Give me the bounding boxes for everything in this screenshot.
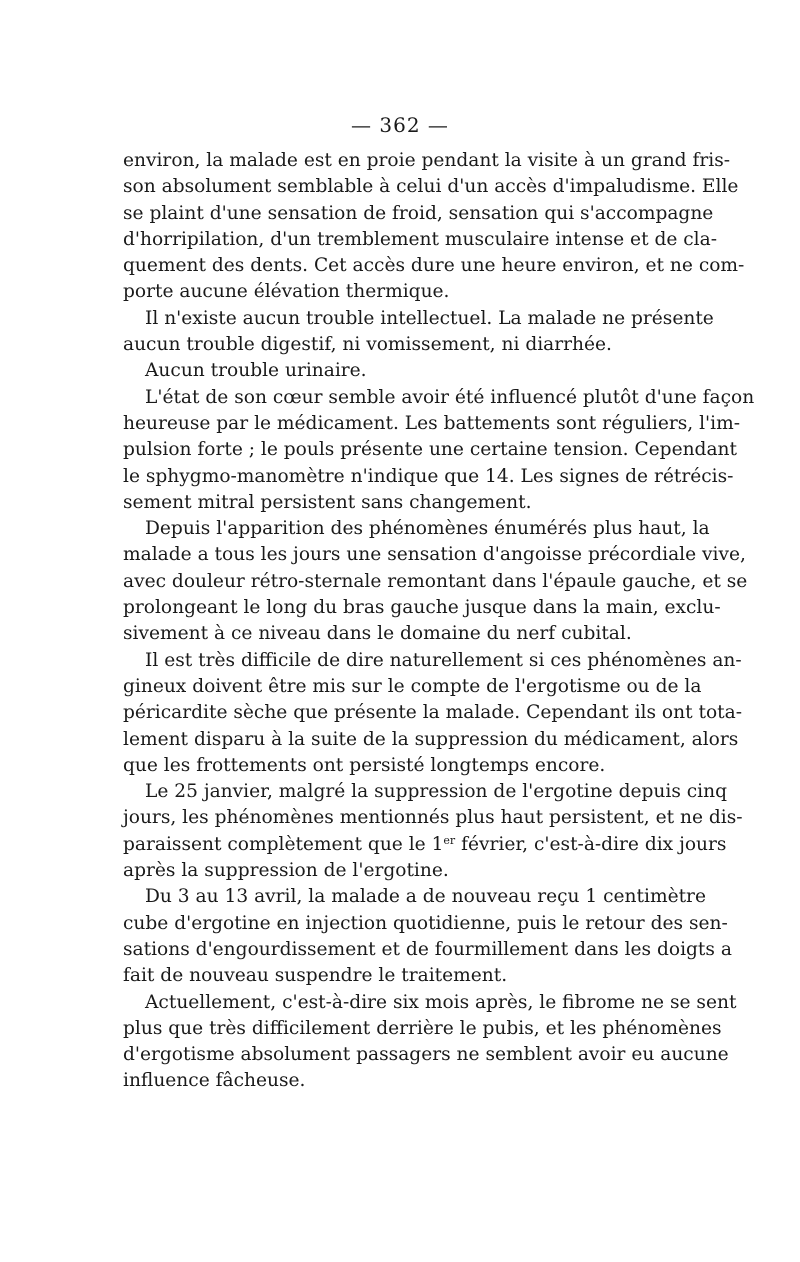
text-line: pulsion forte ; le pouls présente une certaine tension. Cependant — [123, 439, 737, 461]
text-line: L'état de son cœur semble avoir été influencé plutôt d'une façon — [145, 386, 755, 408]
text-line: avec douleur rétro-sternale remontant dans l'épaule gauche, et se — [123, 570, 748, 592]
text-line: Le 25 janvier, malgré la suppression de l'ergotine depuis cinq — [145, 781, 728, 803]
text-line: porte aucune élévation thermique. — [123, 281, 450, 303]
text-line: son absolument semblable à celui d'un accès d'impaludisme. Elle — [123, 176, 739, 198]
text-line: le sphygmo-manomètre n'indique que 14. Les signes de rétrécis- — [123, 465, 734, 487]
text-line: fait de nouveau suspendre le traitement. — [123, 965, 508, 987]
text-line: quement des dents. Cet accès dure une heure environ, et ne com- — [123, 255, 745, 277]
text-line: prolongeant le long du bras gauche jusque dans la main, exclu- — [123, 597, 721, 619]
body-text — [123, 148, 755, 1095]
superscript: er — [443, 833, 456, 847]
text-line: heureuse par le médicament. Les battements sont réguliers, l'im- — [123, 412, 741, 434]
text-line: Il est très difficile de dire naturellement si ces phénomènes an- — [145, 649, 742, 671]
text-line: plus que très difficilement derrière le pubis, et les phénomènes — [123, 1017, 722, 1039]
text-line: Actuellement, c'est-à-dire six mois après, le fibrome ne se sent — [145, 991, 737, 1013]
text-line: péricardite sèche que présente la malade. Cependant ils ont tota- — [123, 702, 742, 724]
text-line: se plaint d'une sensation de froid, sensation qui s'accompagne — [123, 202, 714, 224]
text-line: après la suppression de l'ergotine. — [123, 860, 449, 882]
text-line: gineux doivent être mis sur le compte de l'ergotisme ou de la — [123, 675, 702, 697]
text-line: Du 3 au 13 avril, la malade a de nouveau reçu 1 centimètre — [145, 886, 706, 908]
page-number: — 362 — — [351, 113, 449, 137]
text-line: influence fâcheuse. — [123, 1070, 306, 1092]
text-line: cube d'ergotine en injection quotidienne, puis le retour des sen- — [123, 912, 728, 934]
text-line: malade a tous les jours une sensation d'angoisse précordiale vive, — [123, 544, 746, 566]
text-line: Il n'existe aucun trouble intellectuel. La malade ne présente — [145, 307, 714, 329]
text-line — [123, 832, 727, 858]
text-line: environ, la malade est en proie pendant la visite à un grand fris- — [123, 150, 731, 171]
text-line: sivement à ce niveau dans le domaine du nerf cubital. — [123, 623, 632, 645]
text-line: d'horripilation, d'un tremblement musculaire intense et de cla- — [123, 228, 717, 250]
text-line: sations d'engourdissement et de fourmillement dans les doigts a — [123, 938, 732, 960]
text-line: que les frottements ont persisté longtemps encore. — [123, 754, 606, 776]
text-line: jours, les phénomènes mentionnés plus haut persistent, et ne dis- — [123, 807, 743, 829]
text-line: aucun trouble digestif, ni vomissement, ni diarrhée. — [123, 334, 612, 356]
text-line: lement disparu à la suite de la suppression du médicament, alors — [123, 728, 739, 750]
text-fragment: février, c'est-à-dire dix jours — [455, 833, 727, 855]
text-line: sement mitral persistent sans changement. — [123, 491, 532, 513]
text-fragment: paraissent complètement que le 1 — [123, 833, 444, 855]
text-line: Aucun trouble urinaire. — [145, 360, 367, 382]
text-line: d'ergotisme absolument passagers ne semblent avoir eu aucune — [123, 1044, 729, 1066]
text-line: Depuis l'apparition des phénomènes énumérés plus haut, la — [145, 518, 710, 540]
